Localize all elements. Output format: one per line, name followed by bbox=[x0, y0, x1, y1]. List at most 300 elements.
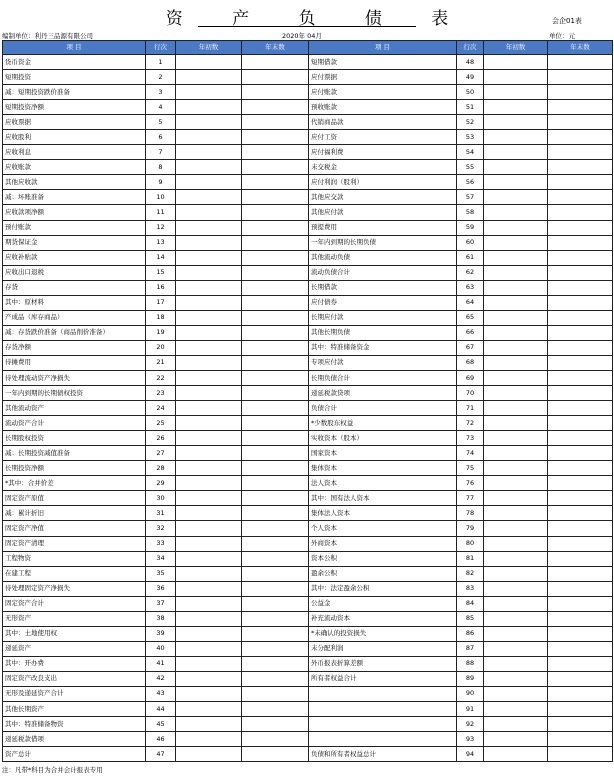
asset-end-value[interactable] bbox=[242, 401, 309, 416]
liability-begin-value[interactable] bbox=[484, 55, 548, 70]
liability-begin-value[interactable] bbox=[484, 401, 548, 416]
currency-unit: 单位：元 bbox=[549, 32, 575, 40]
liability-begin-value[interactable] bbox=[484, 325, 548, 340]
liability-begin-value[interactable] bbox=[484, 160, 548, 175]
asset-line-no: 23 bbox=[146, 386, 176, 401]
asset-end-value[interactable] bbox=[242, 431, 309, 446]
asset-begin-value[interactable] bbox=[176, 280, 242, 295]
asset-item: 减：存货跌价准备（商品削价准备） bbox=[3, 325, 146, 340]
liability-item: 负债合计 bbox=[309, 401, 457, 416]
asset-item: 其他应收款 bbox=[3, 175, 146, 190]
liability-item bbox=[309, 732, 457, 747]
asset-line-no: 4 bbox=[146, 100, 176, 115]
asset-item: 应收出口退税 bbox=[3, 265, 146, 280]
asset-end-value[interactable] bbox=[242, 446, 309, 461]
liability-end-value[interactable] bbox=[548, 55, 613, 70]
asset-begin-value[interactable] bbox=[176, 175, 242, 190]
asset-begin-value[interactable] bbox=[176, 70, 242, 85]
table-row bbox=[3, 506, 613, 521]
liability-end-value[interactable] bbox=[548, 656, 613, 671]
asset-end-value[interactable] bbox=[242, 506, 309, 521]
asset-end-value[interactable] bbox=[242, 717, 309, 732]
table-row bbox=[3, 702, 613, 717]
asset-end-value[interactable] bbox=[242, 70, 309, 85]
liability-begin-value[interactable] bbox=[484, 250, 548, 265]
asset-begin-value[interactable] bbox=[176, 626, 242, 641]
asset-item: 工程物资 bbox=[3, 551, 146, 566]
asset-end-value[interactable] bbox=[242, 250, 309, 265]
table-row bbox=[3, 115, 613, 130]
liability-begin-value[interactable] bbox=[484, 340, 548, 355]
liability-begin-value[interactable] bbox=[484, 100, 548, 115]
asset-line-no: 26 bbox=[146, 431, 176, 446]
asset-end-value[interactable] bbox=[242, 596, 309, 611]
asset-end-value[interactable] bbox=[242, 536, 309, 551]
liability-end-value[interactable] bbox=[548, 190, 613, 205]
asset-begin-value[interactable] bbox=[176, 416, 242, 431]
table-row bbox=[3, 55, 613, 70]
liability-end-value[interactable] bbox=[548, 205, 613, 220]
liability-item: 应付债券 bbox=[309, 295, 457, 310]
liability-begin-value[interactable] bbox=[484, 386, 548, 401]
liability-end-value[interactable] bbox=[548, 641, 613, 656]
asset-end-value[interactable] bbox=[242, 295, 309, 310]
asset-end-value[interactable] bbox=[242, 656, 309, 671]
asset-begin-value[interactable] bbox=[176, 732, 242, 747]
liability-begin-value[interactable] bbox=[484, 551, 548, 566]
liability-end-value[interactable] bbox=[548, 596, 613, 611]
title-underline bbox=[198, 26, 416, 27]
table-row bbox=[3, 220, 613, 235]
asset-begin-value[interactable] bbox=[176, 100, 242, 115]
asset-end-value[interactable] bbox=[242, 581, 309, 596]
asset-end-value[interactable] bbox=[242, 747, 309, 762]
liability-end-value[interactable] bbox=[548, 566, 613, 581]
liability-begin-value[interactable] bbox=[484, 536, 548, 551]
asset-item: 存货净额 bbox=[3, 340, 146, 355]
liability-end-value[interactable] bbox=[548, 115, 613, 130]
liability-item: 预收账款 bbox=[309, 100, 457, 115]
liability-begin-value[interactable] bbox=[484, 115, 548, 130]
liability-end-value[interactable] bbox=[548, 431, 613, 446]
asset-line-no: 15 bbox=[146, 265, 176, 280]
asset-begin-value[interactable] bbox=[176, 265, 242, 280]
liability-line-no: 80 bbox=[457, 536, 484, 551]
liability-end-value[interactable] bbox=[548, 581, 613, 596]
asset-end-value[interactable] bbox=[242, 310, 309, 325]
table-row bbox=[3, 671, 613, 686]
asset-line-no: 30 bbox=[146, 491, 176, 506]
liability-begin-value[interactable] bbox=[484, 295, 548, 310]
liability-begin-value[interactable] bbox=[484, 145, 548, 160]
liability-line-no: 50 bbox=[457, 85, 484, 100]
asset-end-value[interactable] bbox=[242, 130, 309, 145]
asset-begin-value[interactable] bbox=[176, 521, 242, 536]
asset-begin-value[interactable] bbox=[176, 401, 242, 416]
liability-begin-value[interactable] bbox=[484, 310, 548, 325]
asset-begin-value[interactable] bbox=[176, 596, 242, 611]
liability-item: 应付工资 bbox=[309, 130, 457, 145]
asset-line-no: 29 bbox=[146, 476, 176, 491]
asset-item: 待摊费用 bbox=[3, 355, 146, 370]
asset-end-value[interactable] bbox=[242, 641, 309, 656]
asset-begin-value[interactable] bbox=[176, 160, 242, 175]
liability-end-value[interactable] bbox=[548, 416, 613, 431]
asset-end-value[interactable] bbox=[242, 280, 309, 295]
asset-end-value[interactable] bbox=[242, 416, 309, 431]
liability-item bbox=[309, 717, 457, 732]
table-row bbox=[3, 265, 613, 280]
liability-begin-value[interactable] bbox=[484, 521, 548, 536]
liability-begin-value[interactable] bbox=[484, 416, 548, 431]
asset-end-value[interactable] bbox=[242, 686, 309, 701]
asset-end-value[interactable] bbox=[242, 476, 309, 491]
asset-end-value[interactable] bbox=[242, 145, 309, 160]
asset-begin-value[interactable] bbox=[176, 461, 242, 476]
liability-end-value[interactable] bbox=[548, 491, 613, 506]
asset-begin-value[interactable] bbox=[176, 235, 242, 250]
table-row bbox=[3, 401, 613, 416]
asset-end-value[interactable] bbox=[242, 160, 309, 175]
asset-item: 固定资产清理 bbox=[3, 536, 146, 551]
liability-begin-value[interactable] bbox=[484, 190, 548, 205]
asset-begin-value[interactable] bbox=[176, 702, 242, 717]
asset-line-no: 11 bbox=[146, 205, 176, 220]
asset-begin-value[interactable] bbox=[176, 747, 242, 762]
liability-line-no: 57 bbox=[457, 190, 484, 205]
liability-begin-value[interactable] bbox=[484, 491, 548, 506]
liability-begin-value[interactable] bbox=[484, 656, 548, 671]
asset-begin-value[interactable] bbox=[176, 671, 242, 686]
asset-line-no: 34 bbox=[146, 551, 176, 566]
asset-begin-value[interactable] bbox=[176, 190, 242, 205]
asset-line-no: 9 bbox=[146, 175, 176, 190]
liability-begin-value[interactable] bbox=[484, 355, 548, 370]
asset-end-value[interactable] bbox=[242, 265, 309, 280]
asset-begin-value[interactable] bbox=[176, 370, 242, 385]
asset-begin-value[interactable] bbox=[176, 220, 242, 235]
liability-end-value[interactable] bbox=[548, 476, 613, 491]
liability-line-no: 58 bbox=[457, 205, 484, 220]
liability-item: 国家资本 bbox=[309, 446, 457, 461]
asset-begin-value[interactable] bbox=[176, 686, 242, 701]
liability-end-value[interactable] bbox=[548, 370, 613, 385]
liability-end-value[interactable] bbox=[548, 85, 613, 100]
asset-item: 减：累计折旧 bbox=[3, 506, 146, 521]
liability-end-value[interactable] bbox=[548, 145, 613, 160]
liability-end-value[interactable] bbox=[548, 732, 613, 747]
liability-begin-value[interactable] bbox=[484, 506, 548, 521]
asset-end-value[interactable] bbox=[242, 100, 309, 115]
header-end-right: 年末数 bbox=[548, 41, 613, 55]
asset-end-value[interactable] bbox=[242, 626, 309, 641]
liability-begin-value[interactable] bbox=[484, 85, 548, 100]
asset-line-no: 39 bbox=[146, 626, 176, 641]
liability-line-no: 60 bbox=[457, 235, 484, 250]
asset-item: 减：长期投资减值准备 bbox=[3, 446, 146, 461]
header-lineno-right: 行次 bbox=[457, 41, 484, 55]
liability-end-value[interactable] bbox=[548, 250, 613, 265]
liability-end-value[interactable] bbox=[548, 310, 613, 325]
asset-begin-value[interactable] bbox=[176, 491, 242, 506]
liability-end-value[interactable] bbox=[548, 100, 613, 115]
asset-begin-value[interactable] bbox=[176, 566, 242, 581]
liability-end-value[interactable] bbox=[548, 521, 613, 536]
liability-line-no: 89 bbox=[457, 671, 484, 686]
asset-begin-value[interactable] bbox=[176, 656, 242, 671]
asset-end-value[interactable] bbox=[242, 220, 309, 235]
liability-item: 长期应付款 bbox=[309, 310, 457, 325]
asset-begin-value[interactable] bbox=[176, 641, 242, 656]
asset-end-value[interactable] bbox=[242, 732, 309, 747]
liability-item: 资本公积 bbox=[309, 551, 457, 566]
asset-line-no: 28 bbox=[146, 461, 176, 476]
table-row bbox=[3, 295, 613, 310]
asset-begin-value[interactable] bbox=[176, 355, 242, 370]
asset-line-no: 36 bbox=[146, 581, 176, 596]
liability-line-no: 77 bbox=[457, 491, 484, 506]
asset-end-value[interactable] bbox=[242, 190, 309, 205]
liability-end-value[interactable] bbox=[548, 401, 613, 416]
table-row bbox=[3, 190, 613, 205]
asset-begin-value[interactable] bbox=[176, 295, 242, 310]
asset-end-value[interactable] bbox=[242, 205, 309, 220]
asset-begin-value[interactable] bbox=[176, 145, 242, 160]
liability-end-value[interactable] bbox=[548, 551, 613, 566]
liability-end-value[interactable] bbox=[548, 611, 613, 626]
table-row bbox=[3, 536, 613, 551]
liability-end-value[interactable] bbox=[548, 220, 613, 235]
asset-item: 预付账款 bbox=[3, 220, 146, 235]
asset-end-value[interactable] bbox=[242, 611, 309, 626]
table-row bbox=[3, 732, 613, 747]
asset-item: 长期股权投资 bbox=[3, 431, 146, 446]
liability-begin-value[interactable] bbox=[484, 280, 548, 295]
asset-end-value[interactable] bbox=[242, 325, 309, 340]
liability-begin-value[interactable] bbox=[484, 747, 548, 762]
liability-end-value[interactable] bbox=[548, 626, 613, 641]
liability-begin-value[interactable] bbox=[484, 205, 548, 220]
liability-item: 其他流动负债 bbox=[309, 250, 457, 265]
liability-begin-value[interactable] bbox=[484, 671, 548, 686]
asset-line-no: 2 bbox=[146, 70, 176, 85]
asset-item: 无形及递延资产合计 bbox=[3, 686, 146, 701]
liability-begin-value[interactable] bbox=[484, 626, 548, 641]
liability-begin-value[interactable] bbox=[484, 641, 548, 656]
asset-end-value[interactable] bbox=[242, 521, 309, 536]
asset-line-no: 21 bbox=[146, 355, 176, 370]
asset-begin-value[interactable] bbox=[176, 55, 242, 70]
asset-line-no: 12 bbox=[146, 220, 176, 235]
liability-begin-value[interactable] bbox=[484, 461, 548, 476]
liability-item: 长期负债合计 bbox=[309, 370, 457, 385]
liability-begin-value[interactable] bbox=[484, 596, 548, 611]
table-row bbox=[3, 431, 613, 446]
liability-end-value[interactable] bbox=[548, 536, 613, 551]
liability-end-value[interactable] bbox=[548, 461, 613, 476]
asset-line-no: 20 bbox=[146, 340, 176, 355]
liability-begin-value[interactable] bbox=[484, 566, 548, 581]
asset-end-value[interactable] bbox=[242, 386, 309, 401]
liability-item: 集体法人资本 bbox=[309, 506, 457, 521]
asset-begin-value[interactable] bbox=[176, 581, 242, 596]
liability-line-no: 90 bbox=[457, 686, 484, 701]
liability-end-value[interactable] bbox=[548, 175, 613, 190]
liability-item: 代销商品款 bbox=[309, 115, 457, 130]
liability-item: 其他应交款 bbox=[309, 190, 457, 205]
liability-end-value[interactable] bbox=[548, 717, 613, 732]
liability-item: 集体资本 bbox=[309, 461, 457, 476]
asset-line-no: 25 bbox=[146, 416, 176, 431]
asset-line-no: 22 bbox=[146, 370, 176, 385]
asset-end-value[interactable] bbox=[242, 235, 309, 250]
asset-begin-value[interactable] bbox=[176, 115, 242, 130]
liability-line-no: 88 bbox=[457, 656, 484, 671]
liability-line-no: 56 bbox=[457, 175, 484, 190]
liability-line-no: 51 bbox=[457, 100, 484, 115]
liability-begin-value[interactable] bbox=[484, 370, 548, 385]
liability-end-value[interactable] bbox=[548, 295, 613, 310]
asset-line-no: 45 bbox=[146, 717, 176, 732]
table-row bbox=[3, 747, 613, 762]
liability-begin-value[interactable] bbox=[484, 717, 548, 732]
table-row bbox=[3, 85, 613, 100]
liability-end-value[interactable] bbox=[548, 747, 613, 762]
liability-item: 未交税金 bbox=[309, 160, 457, 175]
table-row bbox=[3, 325, 613, 340]
asset-item: 资产总计 bbox=[3, 747, 146, 762]
asset-begin-value[interactable] bbox=[176, 476, 242, 491]
asset-begin-value[interactable] bbox=[176, 551, 242, 566]
asset-begin-value[interactable] bbox=[176, 536, 242, 551]
liability-begin-value[interactable] bbox=[484, 702, 548, 717]
asset-end-value[interactable] bbox=[242, 702, 309, 717]
table-row bbox=[3, 521, 613, 536]
table-row bbox=[3, 446, 613, 461]
asset-end-value[interactable] bbox=[242, 340, 309, 355]
liability-item: 补充流动资本 bbox=[309, 611, 457, 626]
asset-item: 递延税款借项 bbox=[3, 732, 146, 747]
liability-begin-value[interactable] bbox=[484, 686, 548, 701]
asset-item: 应收票据 bbox=[3, 115, 146, 130]
liability-begin-value[interactable] bbox=[484, 130, 548, 145]
asset-line-no: 32 bbox=[146, 521, 176, 536]
asset-end-value[interactable] bbox=[242, 491, 309, 506]
asset-begin-value[interactable] bbox=[176, 85, 242, 100]
asset-begin-value[interactable] bbox=[176, 325, 242, 340]
asset-begin-value[interactable] bbox=[176, 310, 242, 325]
asset-line-no: 5 bbox=[146, 115, 176, 130]
table-row bbox=[3, 566, 613, 581]
liability-end-value[interactable] bbox=[548, 265, 613, 280]
table-row bbox=[3, 310, 613, 325]
asset-end-value[interactable] bbox=[242, 370, 309, 385]
asset-begin-value[interactable] bbox=[176, 611, 242, 626]
liability-end-value[interactable] bbox=[548, 686, 613, 701]
liability-end-value[interactable] bbox=[548, 671, 613, 686]
liability-line-no: 75 bbox=[457, 461, 484, 476]
liability-item: 预提费用 bbox=[309, 220, 457, 235]
asset-line-no: 13 bbox=[146, 235, 176, 250]
asset-begin-value[interactable] bbox=[176, 130, 242, 145]
asset-line-no: 41 bbox=[146, 656, 176, 671]
liability-end-value[interactable] bbox=[548, 235, 613, 250]
asset-item: 递延资产 bbox=[3, 641, 146, 656]
asset-begin-value[interactable] bbox=[176, 446, 242, 461]
header-lineno-left: 行次 bbox=[146, 41, 176, 55]
asset-begin-value[interactable] bbox=[176, 205, 242, 220]
asset-begin-value[interactable] bbox=[176, 386, 242, 401]
liability-begin-value[interactable] bbox=[484, 581, 548, 596]
liability-item: 应付福利费 bbox=[309, 145, 457, 160]
asset-end-value[interactable] bbox=[242, 115, 309, 130]
liability-end-value[interactable] bbox=[548, 130, 613, 145]
asset-end-value[interactable] bbox=[242, 461, 309, 476]
asset-item: 无形资产 bbox=[3, 611, 146, 626]
asset-end-value[interactable] bbox=[242, 85, 309, 100]
asset-line-no: 27 bbox=[146, 446, 176, 461]
liability-begin-value[interactable] bbox=[484, 235, 548, 250]
liability-end-value[interactable] bbox=[548, 70, 613, 85]
asset-begin-value[interactable] bbox=[176, 506, 242, 521]
liability-begin-value[interactable] bbox=[484, 175, 548, 190]
asset-begin-value[interactable] bbox=[176, 717, 242, 732]
liability-item: 公益金 bbox=[309, 596, 457, 611]
liability-begin-value[interactable] bbox=[484, 446, 548, 461]
asset-end-value[interactable] bbox=[242, 566, 309, 581]
liability-begin-value[interactable] bbox=[484, 732, 548, 747]
asset-end-value[interactable] bbox=[242, 55, 309, 70]
asset-begin-value[interactable] bbox=[176, 431, 242, 446]
table-row bbox=[3, 340, 613, 355]
liability-end-value[interactable] bbox=[548, 340, 613, 355]
table-row bbox=[3, 280, 613, 295]
liability-end-value[interactable] bbox=[548, 446, 613, 461]
liability-begin-value[interactable] bbox=[484, 220, 548, 235]
asset-item: 长期投资净额 bbox=[3, 461, 146, 476]
asset-end-value[interactable] bbox=[242, 355, 309, 370]
asset-end-value[interactable] bbox=[242, 551, 309, 566]
liability-begin-value[interactable] bbox=[484, 431, 548, 446]
liability-end-value[interactable] bbox=[548, 325, 613, 340]
table-row bbox=[3, 370, 613, 385]
liability-end-value[interactable] bbox=[548, 702, 613, 717]
liability-begin-value[interactable] bbox=[484, 265, 548, 280]
asset-item: 其中：开办费 bbox=[3, 656, 146, 671]
asset-begin-value[interactable] bbox=[176, 340, 242, 355]
liability-end-value[interactable] bbox=[548, 280, 613, 295]
liability-line-no: 73 bbox=[457, 431, 484, 446]
liability-line-no: 55 bbox=[457, 160, 484, 175]
asset-item: 其中：原材料 bbox=[3, 295, 146, 310]
asset-line-no: 35 bbox=[146, 566, 176, 581]
liability-end-value[interactable] bbox=[548, 506, 613, 521]
asset-line-no: 33 bbox=[146, 536, 176, 551]
table-row bbox=[3, 355, 613, 370]
liability-begin-value[interactable] bbox=[484, 476, 548, 491]
table-row bbox=[3, 626, 613, 641]
liability-begin-value[interactable] bbox=[484, 70, 548, 85]
liability-item: 流动负债合计 bbox=[309, 265, 457, 280]
liability-end-value[interactable] bbox=[548, 355, 613, 370]
liability-begin-value[interactable] bbox=[484, 611, 548, 626]
liability-end-value[interactable] bbox=[548, 160, 613, 175]
asset-end-value[interactable] bbox=[242, 175, 309, 190]
liability-item: 法人资本 bbox=[309, 476, 457, 491]
asset-end-value[interactable] bbox=[242, 671, 309, 686]
liability-end-value[interactable] bbox=[548, 386, 613, 401]
asset-begin-value[interactable] bbox=[176, 250, 242, 265]
